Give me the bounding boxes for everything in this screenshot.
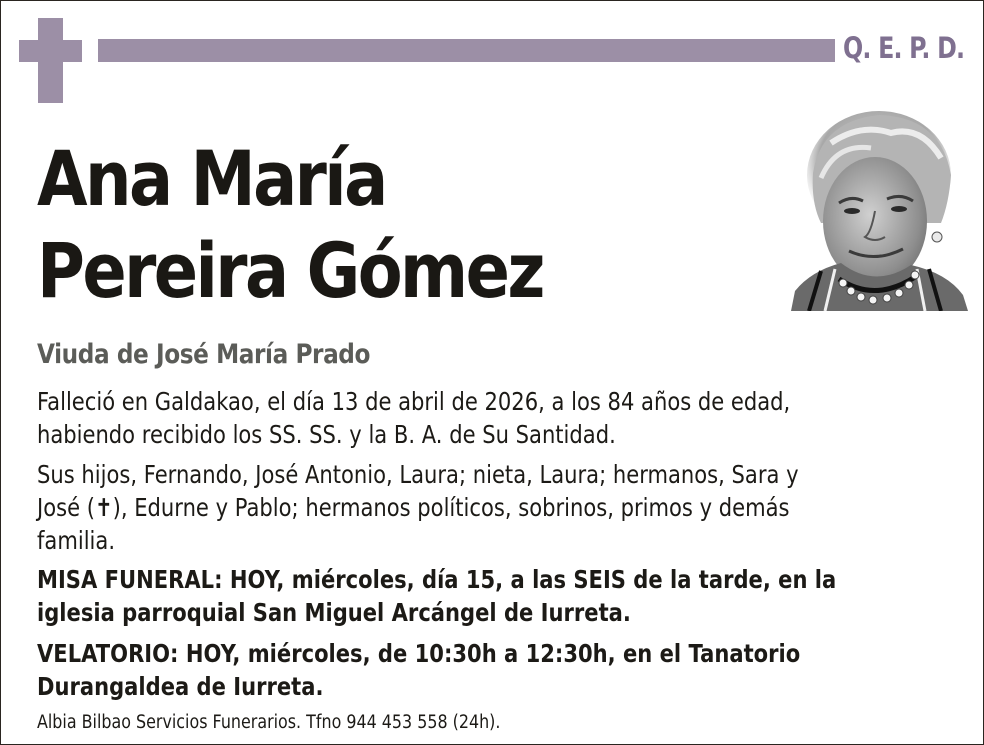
- text-line: iglesia parroquial San Miguel Arcángel de Iurreta.: [37, 598, 631, 627]
- text-line: VELATORIO: HOY, miércoles, de 10:30h a 12:30h, en el Tanatorio: [37, 639, 801, 668]
- name-line-1: Ana María: [37, 134, 386, 223]
- wake-paragraph: [37, 637, 800, 703]
- qepd-label: Q. E. P. D.: [843, 31, 965, 65]
- death-notice-paragraph: [37, 385, 790, 451]
- text-line: Falleció en Galdakao, el día 13 de abril de 2026, a los 84 años de edad,: [37, 387, 791, 416]
- widow-of-subtitle: Viuda de José María Prado: [37, 339, 371, 370]
- text-line: habiendo recibido los SS. SS. y la B. A. de Su Santidad.: [37, 420, 616, 449]
- funeral-home-footer: Albia Bilbao Servicios Funerarios. Tfno 944 453 558 (24h).: [37, 712, 501, 733]
- text-line: familia.: [37, 526, 116, 555]
- latin-cross-icon-arm: [19, 40, 82, 62]
- text-line: Durangaldea de Iurreta.: [37, 672, 324, 701]
- text-line: MISA FUNERAL: HOY, miércoles, día 15, a las SEIS de la tarde, en la: [37, 565, 837, 594]
- family-paragraph: [37, 458, 799, 557]
- portrait-photo: [791, 103, 968, 311]
- funeral-mass-paragraph: [37, 563, 836, 629]
- text-line: José (✝), Edurne y Pablo; hermanos políticos, sobrinos, primos y demás: [37, 493, 790, 522]
- header-bar: [98, 39, 835, 62]
- name-line-2: Pereira Gómez: [37, 226, 543, 315]
- deceased-name: [37, 133, 543, 317]
- text-line: Sus hijos, Fernando, José Antonio, Laura; nieta, Laura; hermanos, Sara y: [37, 460, 799, 489]
